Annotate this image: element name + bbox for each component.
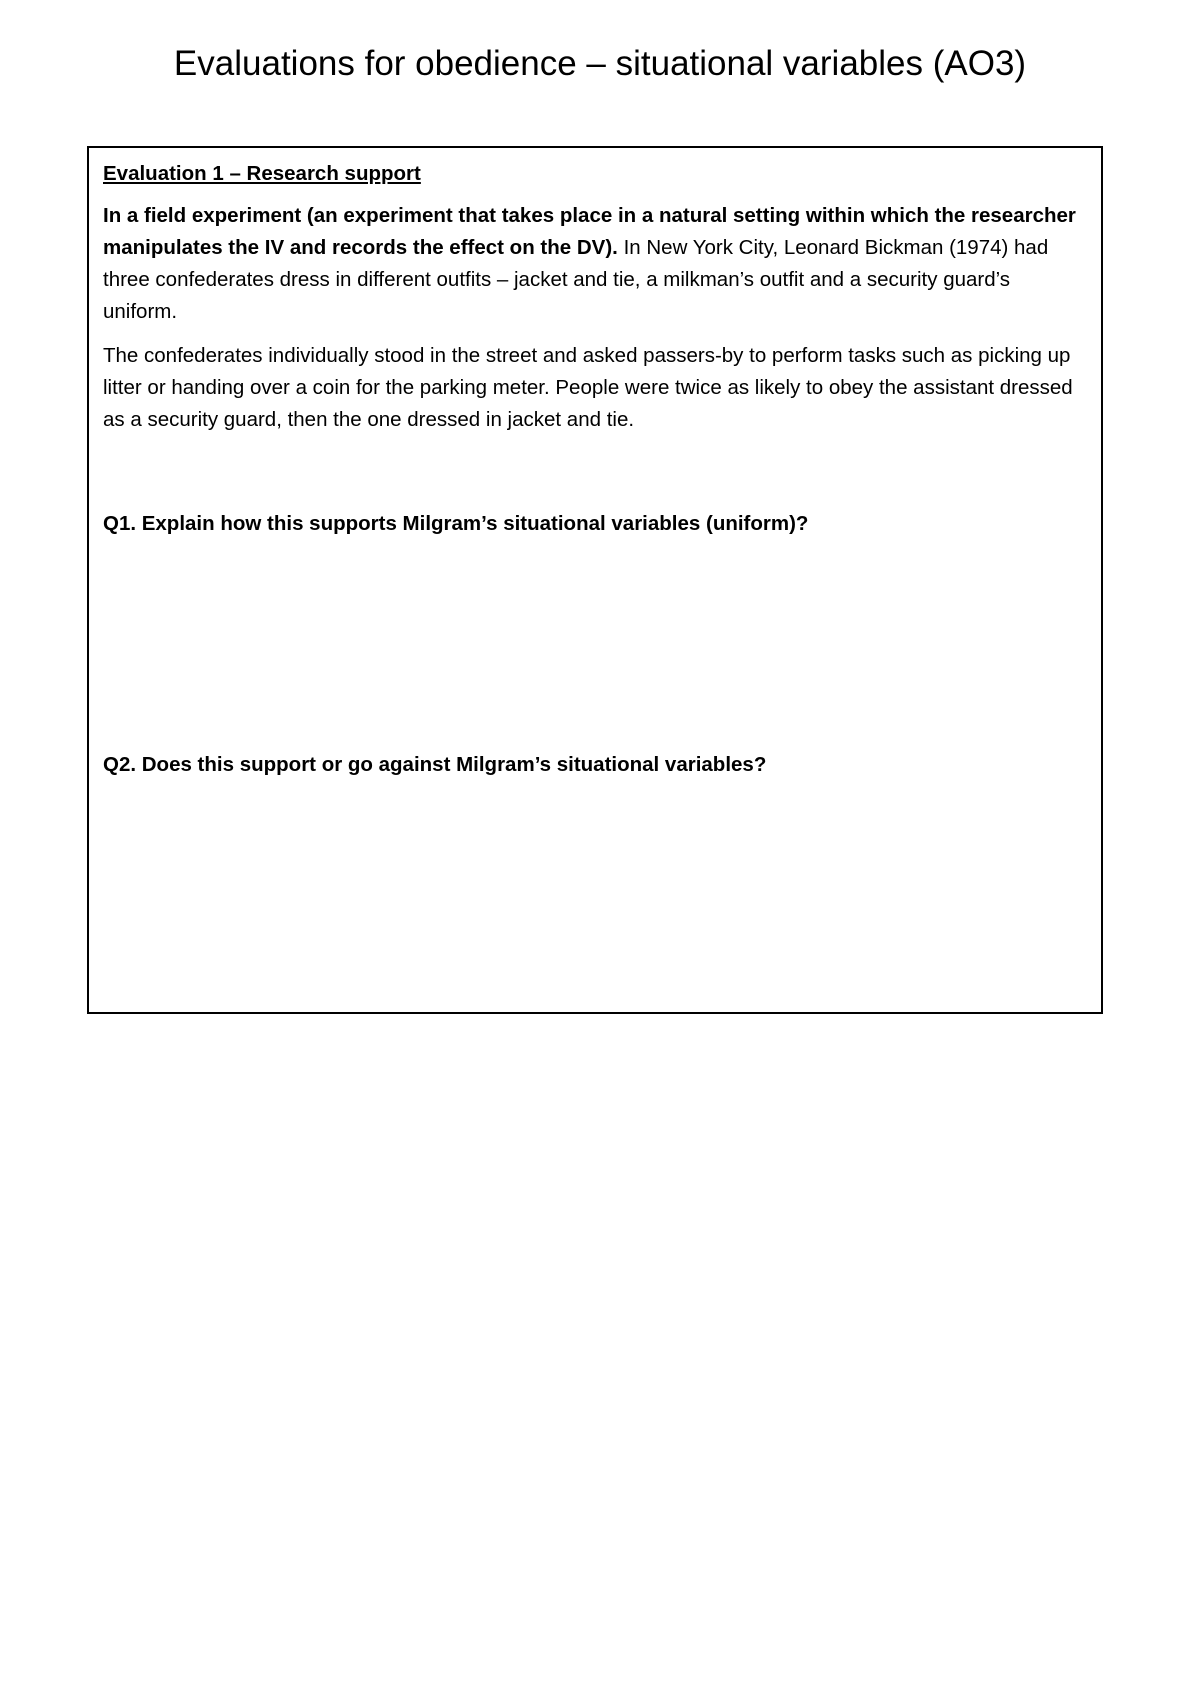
question-2: Q2. Does this support or go against Milgram’s situational variables?	[103, 753, 767, 776]
page-title: Evaluations for obedience – situational variables (AO3)	[173, 44, 1027, 83]
evaluation-paragraph-1	[103, 200, 1087, 328]
evaluation-box	[87, 146, 1103, 1014]
question-1: Q1. Explain how this supports Milgram’s situational variables (uniform)?	[103, 512, 809, 535]
bickman-study-description: In New York City, Leonard Bickman (1974) had three confederates dress in different outfits – jacket and tie, a milkman’s outfit and a security guard’s uniform.	[103, 236, 1049, 323]
evaluation-paragraph-2: The confederates individually stood in the street and asked passers-by to perform tasks such as picking up litter or handing over a coin for the parking meter. People were twice as likely to obey the assistant dressed as a security guard, then the one dressed in jacket and tie.	[103, 344, 1073, 431]
field-experiment-definition: In a field experiment (an experiment that takes place in a natural setting within which the researcher manipulates the IV and records the effect on the DV).	[103, 204, 1076, 259]
evaluation-heading: Evaluation 1 – Research support	[103, 162, 421, 185]
